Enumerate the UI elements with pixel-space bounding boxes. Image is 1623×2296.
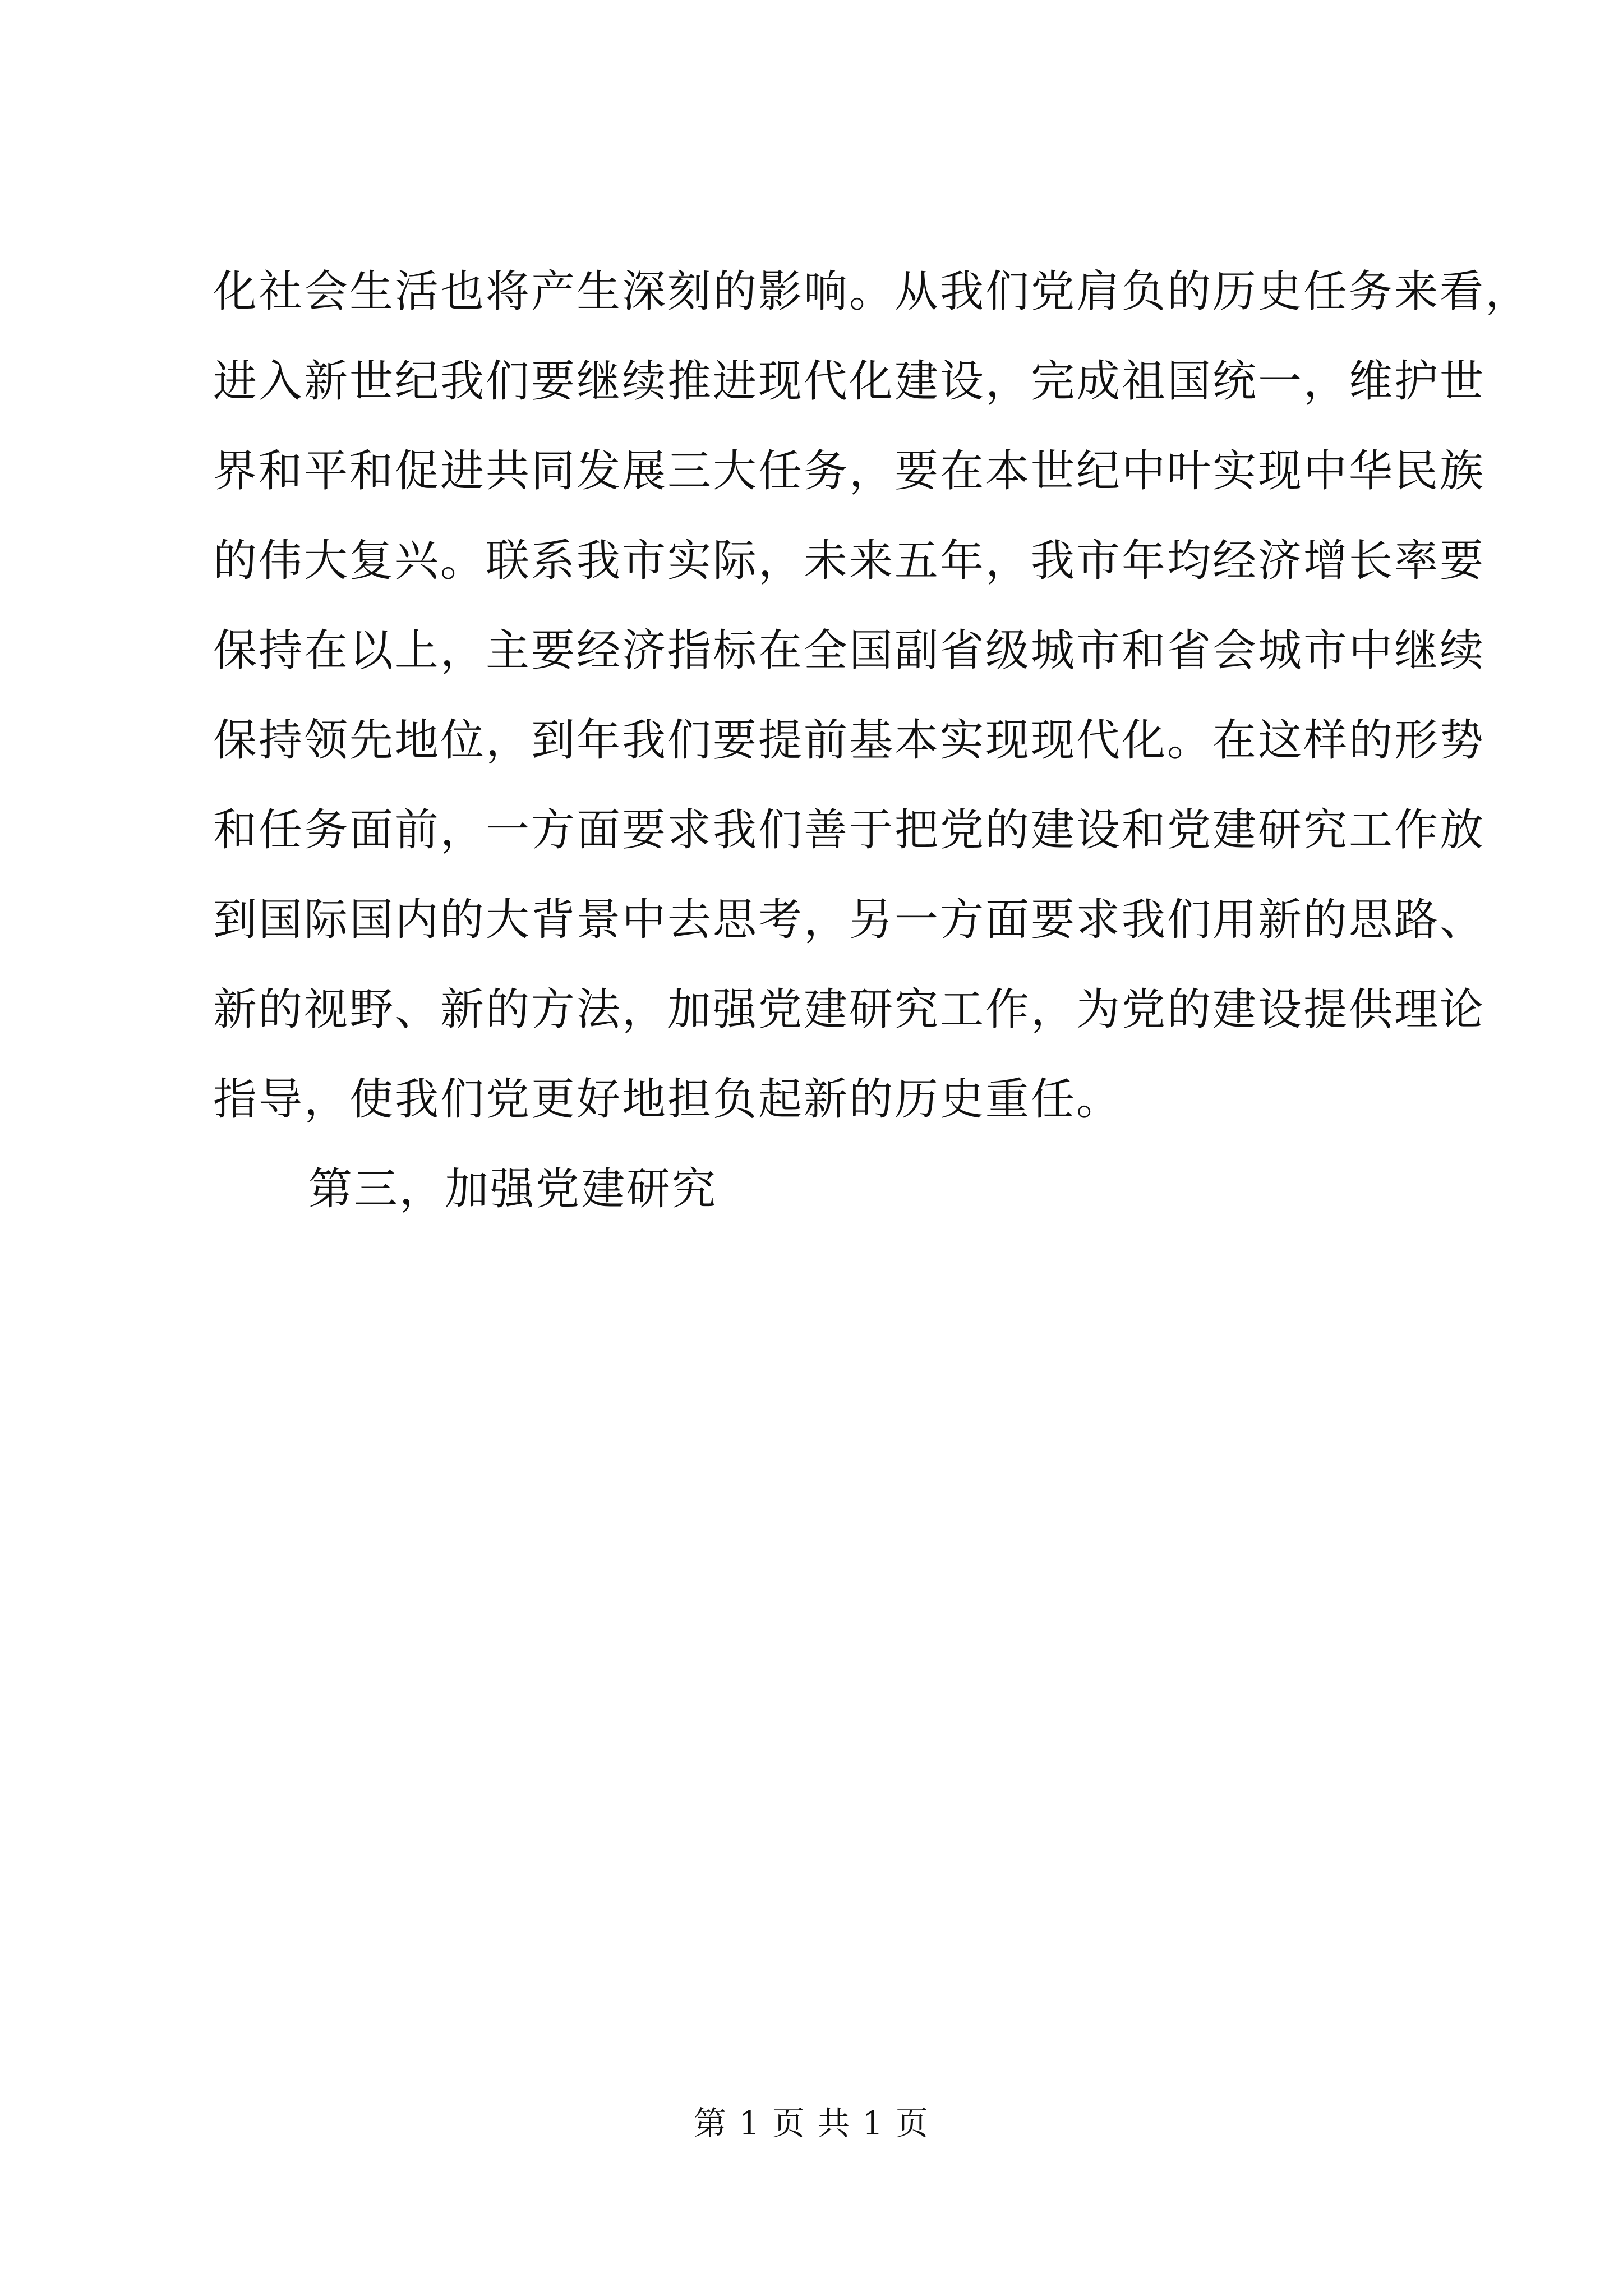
text-line: 保持在以上，主要经济指标在全国副省级城市和省会城市中继续 <box>213 625 1486 676</box>
body-text <box>213 247 1531 1234</box>
text-line: 的伟大复兴。联系我市实际，未来五年，我市年均经济增长率要 <box>213 536 1486 586</box>
text-line: 到国际国内的大背景中去思考，另一方面要求我们用新的思路、 <box>213 895 1486 945</box>
text-line: 指导，使我们党更好地担负起新的历史重任。 <box>213 1074 1122 1125</box>
text-line: 新的视野、新的方法，加强党建研究工作，为党的建设提供理论 <box>213 984 1486 1035</box>
section-heading: 第三，加强党建研究 <box>308 1164 718 1214</box>
text-line: 界和平和促进共同发展三大任务，要在本世纪中叶实现中华民族 <box>213 446 1486 496</box>
text-line: 保持领先地位，到年我们要提前基本实现现代化。在这样的形势 <box>213 715 1486 766</box>
text-line: 和任务面前，一方面要求我们善于把党的建设和党建研究工作放 <box>213 805 1486 855</box>
text-line: 进入新世纪我们要继续推进现代化建设，完成祖国统一，维护世 <box>213 356 1486 407</box>
page-footer: 第 1 页 共 1 页 <box>694 2104 929 2142</box>
text-line: 化社会生活也将产生深刻的影响。从我们党肩负的历史任务来看， <box>213 266 1531 317</box>
